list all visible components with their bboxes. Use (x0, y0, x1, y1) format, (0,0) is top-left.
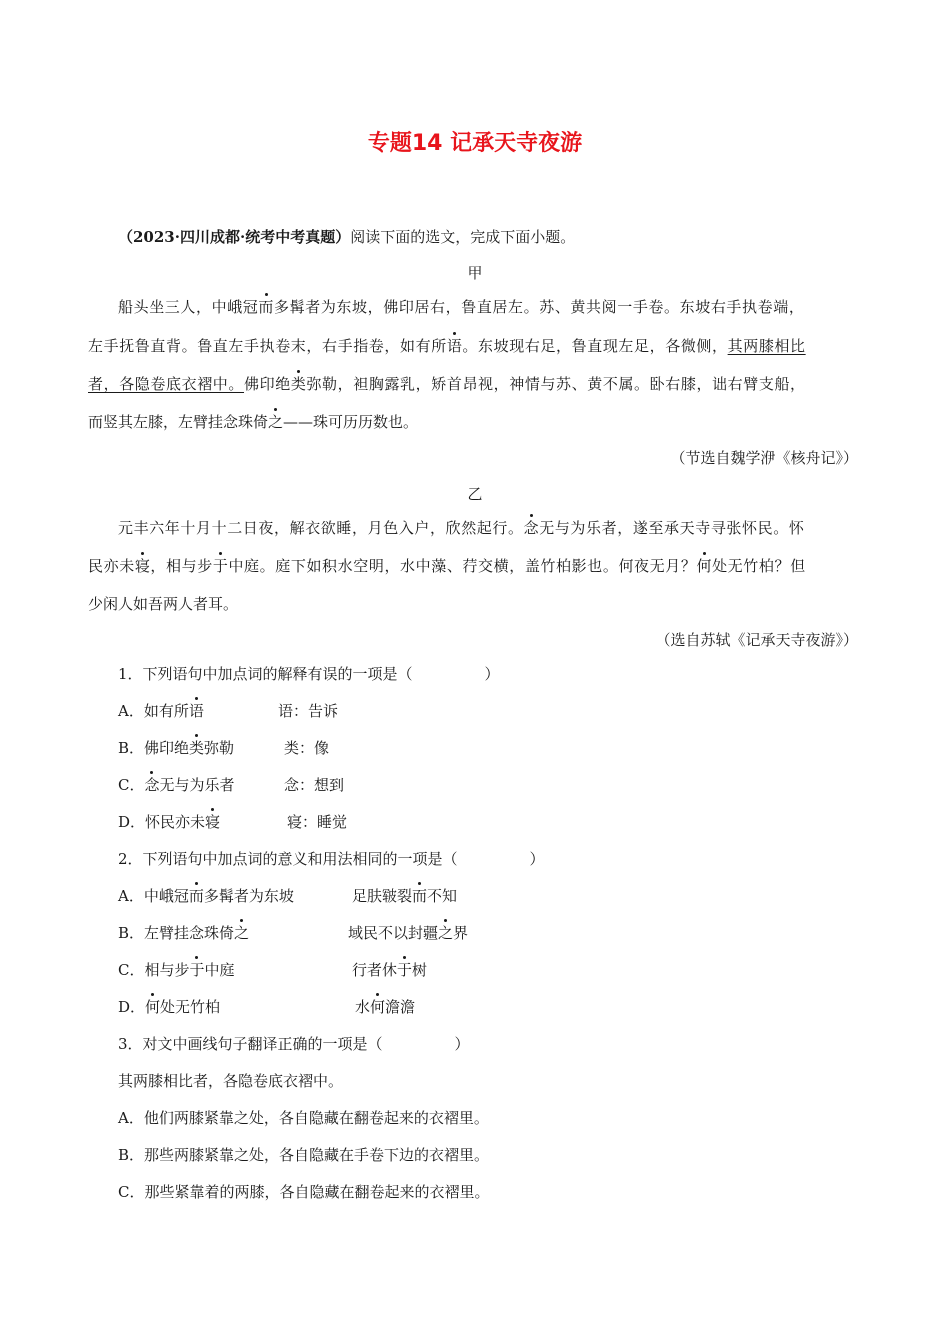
document-title: 专题14 记承天寺夜游 (367, 131, 583, 156)
dotted-word: 而 (188, 887, 204, 905)
underlined-sentence: 其两膝相比 (727, 337, 806, 355)
passage-b-source: （选自苏轼《记承天寺夜游》） (655, 631, 858, 649)
exam-source: （2023·四川成都·统考中考真题） (118, 228, 351, 246)
text: 1．下列语句中加点词的解释有误的一项是（ (118, 665, 413, 683)
dotted-word: 语 (446, 337, 463, 355)
dotted-word: 类 (290, 375, 307, 393)
dotted-word: 之 (234, 924, 250, 942)
text: 树 (412, 961, 428, 979)
question-1-option-c-explanation: 念：想到 (284, 776, 345, 794)
dotted-word: 语 (188, 702, 204, 720)
question-2-option-c-compare (352, 960, 427, 980)
passage-a-line-3 (88, 374, 806, 394)
question-2-option-d-compare (355, 997, 415, 1017)
text: 处无竹柏 (160, 998, 221, 1016)
text: 域民不以封疆 (348, 924, 439, 942)
text: 水 (355, 998, 371, 1016)
question-2-option-b-compare (348, 923, 468, 943)
text: ） (454, 1035, 470, 1053)
text: 不知 (427, 887, 458, 905)
question-1-option-a (118, 701, 204, 721)
text: D． (118, 998, 146, 1016)
text: 无与为乐者，遂至承天寺寻张怀民。怀 (539, 519, 805, 537)
text: 佛印绝 (244, 375, 291, 393)
text: C． (118, 776, 145, 794)
dotted-word: 寝 (205, 813, 221, 831)
instruction: 阅读下面的选文，完成下面小题。 (350, 228, 576, 246)
text: 澹澹 (385, 998, 416, 1016)
dotted-word: 于 (189, 961, 205, 979)
text: 2．下列语句中加点词的意义和用法相同的一项是（ (118, 850, 458, 868)
passage-a-line-2 (88, 336, 806, 356)
text: 3．对文中画线句子翻译正确的一项是（ (118, 1035, 383, 1053)
text: 中庭 (204, 961, 235, 979)
passage-b-line-1 (118, 518, 804, 538)
dotted-word: 于 (397, 961, 413, 979)
text: C．相与步 (118, 961, 190, 979)
dotted-word: 之 (268, 413, 284, 431)
text: 弥勒 (204, 739, 235, 757)
text: B．左臂挂念珠倚 (118, 924, 235, 942)
question-3-sentence: 其两膝相比者，各隐卷底衣褶中。 (118, 1072, 344, 1090)
passage-a-source: （节选自魏学洢《核舟记》） (670, 449, 858, 467)
question-1-option-b (118, 738, 234, 758)
question-2-option-a-compare (352, 886, 457, 906)
text: 元丰六年十月十二日夜，解衣欲睡，月色入户，欣然起行。 (118, 519, 524, 537)
text: 界 (453, 924, 469, 942)
text: ，相与步 (150, 557, 213, 575)
dotted-word: 何 (370, 998, 386, 1016)
dotted-word: 而 (258, 298, 275, 316)
text: 多髯者为东坡，佛印居右，鲁直居左。苏、黄共阅一手卷。东坡右手执卷端， (274, 298, 805, 316)
text: 而竖其左膝，左臂挂念珠倚 (88, 413, 269, 431)
text: ） (484, 665, 500, 683)
question-3-option-c: C．那些紧靠着的两膝，各自隐藏在翻卷起来的衣褶里。 (118, 1183, 490, 1201)
text: 中庭。庭下如积水空明，水中藻、荇交横，盖竹柏影也。何夜无月？ (228, 557, 697, 575)
question-1-option-d-explanation: 寝：睡觉 (287, 813, 348, 831)
dotted-word: 于 (212, 557, 229, 575)
question-1-stem (118, 664, 500, 684)
text: 足肤皲裂 (352, 887, 413, 905)
passage-a-label: 甲 (467, 264, 483, 282)
question-1-option-d (118, 812, 220, 832)
text: 处无竹柏？但 (712, 557, 806, 575)
text: 船头坐三人，中峨冠 (118, 298, 259, 316)
text: 多髯者为东坡 (203, 887, 294, 905)
question-3-option-a: A．他们两膝紧靠之处，各自隐藏在翻卷起来的衣褶里。 (118, 1109, 489, 1127)
dotted-word: 念 (523, 519, 540, 537)
question-3-option-b: B．那些两膝紧靠之处，各自隐藏在手卷下边的衣褶里。 (118, 1146, 490, 1164)
text: 无与为乐者 (159, 776, 235, 794)
question-1-option-a-explanation: 语：告诉 (278, 702, 339, 720)
text: 民亦未 (88, 557, 135, 575)
question-2-option-d (118, 997, 220, 1017)
text: 。东坡现右足，鲁直现左足，各微侧， (462, 337, 728, 355)
text: B．佛印绝 (118, 739, 190, 757)
dotted-word: 寝 (134, 557, 151, 575)
dotted-word: 之 (438, 924, 454, 942)
passage-a-line-1 (118, 297, 804, 317)
question-2-option-a (118, 886, 294, 906)
text: D．怀民亦未 (118, 813, 206, 831)
dotted-word: 而 (412, 887, 428, 905)
underlined-sentence: 者，各隐卷底衣褶中。 (88, 375, 245, 393)
question-3-stem (118, 1034, 470, 1054)
passage-b-label: 乙 (467, 485, 483, 503)
text: A．中峨冠 (118, 887, 189, 905)
question-2-option-c (118, 960, 235, 980)
passage-b-line-3: 少闲人如吾两人者耳。 (88, 595, 239, 613)
text: ——珠可历历数也。 (283, 413, 419, 431)
question-2-stem (118, 849, 545, 869)
dotted-word: 类 (189, 739, 205, 757)
question-2-option-b (118, 923, 249, 943)
text: A．如有所 (118, 702, 189, 720)
text: 弥勒，袒胸露乳，矫首昂视，神情与苏、黄不属。卧右膝，诎右臂支船， (306, 375, 806, 393)
question-1-option-c (118, 775, 235, 795)
intro-line (118, 227, 575, 247)
passage-b-line-2 (88, 556, 806, 576)
passage-a-line-4 (88, 412, 418, 432)
question-1-option-b-explanation: 类：像 (284, 739, 330, 757)
text: ） (529, 850, 545, 868)
dotted-word: 何 (696, 557, 713, 575)
text: 行者休 (352, 961, 398, 979)
dotted-word: 念 (144, 776, 160, 794)
text: 左手抚鲁直背。鲁直左手执卷末，右手指卷，如有所 (88, 337, 447, 355)
dotted-word: 何 (145, 998, 161, 1016)
